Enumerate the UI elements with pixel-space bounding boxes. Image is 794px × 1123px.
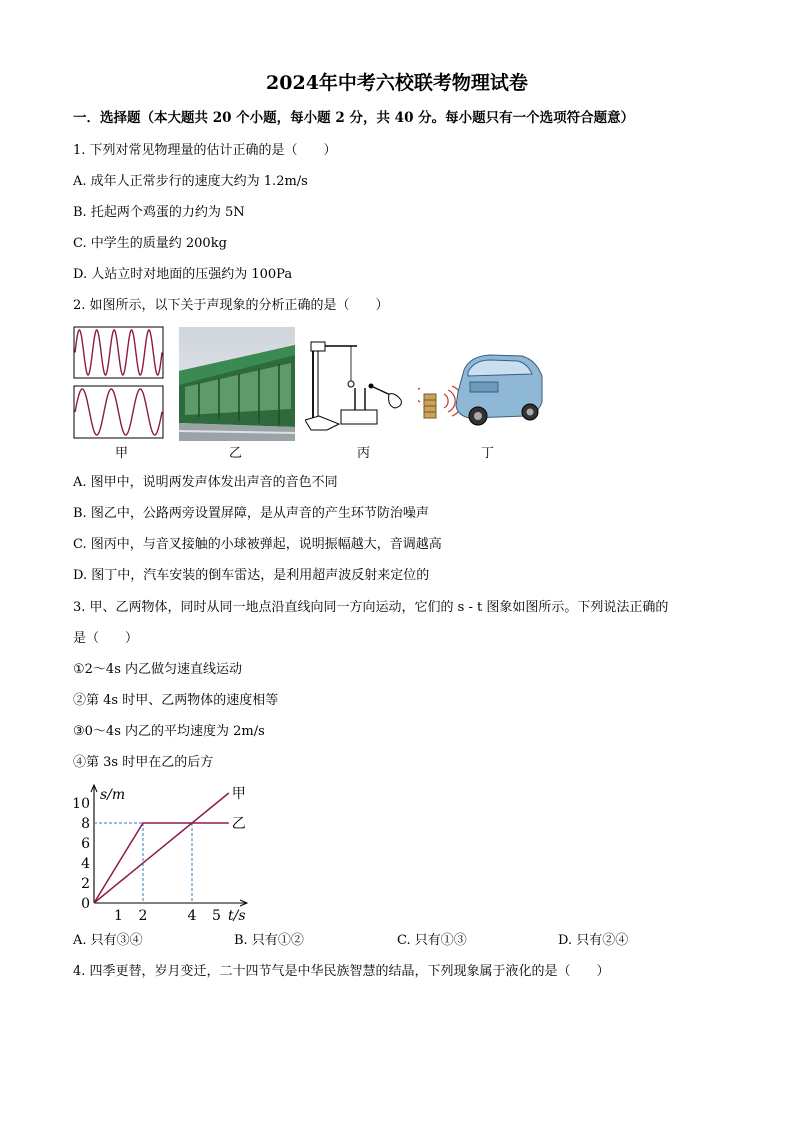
series-label-1: 甲 (231, 786, 246, 802)
figure-label-bing: 丙 (357, 446, 371, 461)
q2-option-b: B. 图乙中，公路两旁设置屏障，是从声音的产生环节防治噪声 (73, 506, 429, 521)
figure-label-ding: 丁 (481, 446, 495, 461)
q1-option-b: B. 托起两个鸡蛋的力约为 5N (73, 205, 245, 220)
figure-yi-noise-barrier (179, 327, 295, 441)
q3-option-c: C. 只有①③ (397, 933, 467, 948)
y-tick-label: 2 (81, 876, 90, 892)
x-tick-label: 2 (138, 908, 148, 924)
figure-ding-reversing-radar (418, 352, 544, 434)
question-4-stem: 4. 四季更替，岁月变迁，二十四节气是中华民族智慧的结晶，下列现象属于液化的是（ ） (73, 964, 610, 979)
q2-option-c: C. 图丙中，与音叉接触的小球被弹起，说明振幅越大，音调越高 (73, 537, 442, 552)
series-line-1 (94, 793, 229, 903)
q3-statement-1: ①2～4s 内乙做匀速直线运动 (73, 662, 243, 677)
x-axis-label: t/s (228, 908, 246, 924)
q3-option-b: B. 只有①② (234, 933, 304, 948)
question-1-stem: 1. 下列对常见物理量的估计正确的是（ ） (73, 143, 337, 158)
q3-statement-4: ④第 3s 时甲在乙的后方 (73, 755, 214, 770)
q2-option-a: A. 图甲中，说明两发声体发出声音的音色不同 (73, 475, 338, 490)
question-3-stem-line1: 3. 甲、乙两物体，同时从同一地点沿直线向同一方向运动，它们的 s - t 图象如图所示。下列说法正确的 (73, 600, 669, 615)
y-tick-label: 4 (81, 856, 90, 872)
q1-option-a: A. 成年人正常步行的速度大约为 1.2m/s (73, 174, 308, 189)
q2-option-d: D. 图丁中，汽车安装的倒车雷达，是利用超声波反射来定位的 (73, 568, 430, 583)
question-3-stem-line2: 是（ ） (73, 631, 139, 646)
q3-statement-3: ③0～4s 内乙的平均速度为 2m/s (73, 724, 265, 739)
x-tick-label: 5 (212, 908, 221, 924)
y-tick-label: 8 (81, 816, 90, 832)
y-axis-label: s/m (100, 787, 126, 803)
q3-option-a: A. 只有③④ (73, 933, 143, 948)
q3-statement-2: ②第 4s 时甲、乙两物体的速度相等 (73, 693, 279, 708)
question-2-stem: 2. 如图所示，以下关于声现象的分析正确的是（ ） (73, 298, 389, 313)
st-graph (70, 780, 260, 925)
page-title: 2024年中考六校联考物理试卷 (266, 72, 528, 94)
y-tick-label: 10 (72, 796, 90, 812)
x-tick-label: 4 (187, 908, 197, 924)
y-tick-label: 6 (81, 836, 90, 852)
q3-option-d: D. 只有②④ (558, 933, 629, 948)
series-line-2 (94, 823, 229, 903)
figure-jia-waveforms (73, 326, 165, 440)
y-tick-label: 0 (81, 896, 90, 912)
section-heading: 一．选择题（本大题共 20 个小题，每小题 2 分，共 40 分。每小题只有一个选项符合题意） (73, 110, 635, 126)
x-tick-label: 1 (114, 908, 123, 924)
figure-label-jia: 甲 (115, 446, 129, 461)
figure-label-yi: 乙 (229, 446, 243, 461)
figure-bing-tuning-fork (305, 338, 415, 436)
q1-option-d: D. 人站立时对地面的压强约为 100Pa (73, 267, 293, 282)
q1-option-c: C. 中学生的质量约 200kg (73, 236, 227, 251)
series-label-2: 乙 (231, 816, 246, 832)
